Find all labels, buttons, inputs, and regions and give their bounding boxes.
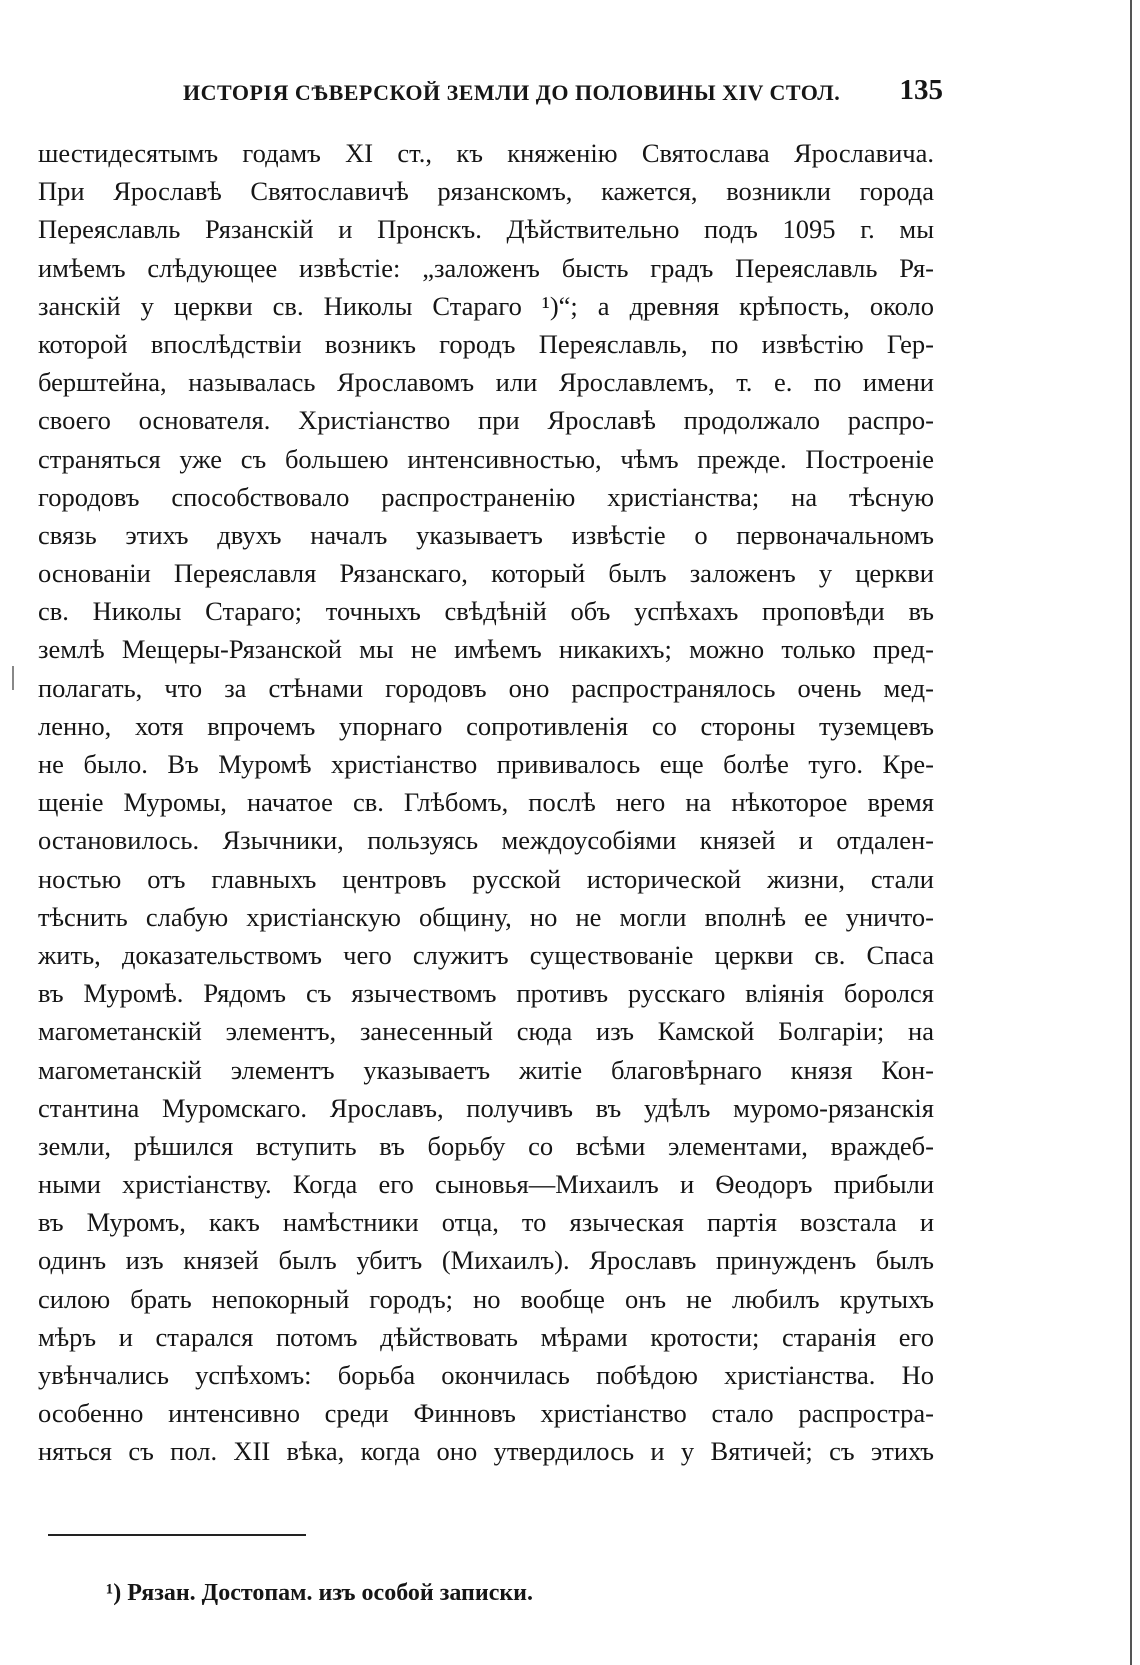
running-title: ИСТОРІЯ СѢВЕРСКОЙ ЗЕМЛИ ДО ПОЛОВИНЫ XIV СТОЛ.	[183, 80, 841, 105]
text-line: городовъ способствовало распространенію христіанства; на тѣсную	[38, 481, 934, 512]
text-line: особенно интенсивно среди Финновъ христіанство стало распростра-	[38, 1398, 934, 1429]
text-line: земли, рѣшился вступить въ борьбу со всѣми элементами, враждеб-	[38, 1130, 934, 1161]
text-line: которой впослѣдствіи возникъ городъ Переяславль, по извѣстію Гер-	[38, 328, 934, 359]
text-line: жить, доказательствомъ чего служитъ существованіе церкви св. Спаса	[38, 939, 934, 970]
text-line: остановилось. Язычники, пользуясь междоусобіями князей и отдален-	[38, 825, 934, 856]
text-line: связь этихъ двухъ началъ указываетъ извѣстіе о первоначальномъ	[38, 519, 934, 550]
text-line: св. Николы Стараго; точныхъ свѣдѣній объ успѣхахъ проповѣди въ	[38, 596, 934, 627]
text-line: имѣемъ слѣдующее извѣстіе: „заложенъ бысть градъ Переяславль Ря-	[38, 252, 934, 283]
text-line: своего основателя. Христіанство при Ярославѣ продолжало распро-	[38, 405, 934, 436]
text-line: ленно, хотя впрочемъ упорнаго сопротивленія со стороны туземцевъ	[38, 710, 934, 741]
text-line: одинъ изъ князей былъ убитъ (Михаилъ). Ярославъ принужденъ былъ	[38, 1245, 934, 1276]
footnote: ¹) Рязан. Достопам. изъ особой записки.	[106, 1580, 534, 1606]
footnote-rule	[48, 1534, 306, 1536]
scan-edge-line	[1130, 0, 1132, 1665]
margin-mark	[12, 666, 14, 690]
page-number: 135	[899, 74, 943, 106]
text-line: магометанскій элементъ указываетъ житіе благовѣрнаго князя Кон-	[38, 1054, 934, 1085]
text-line: страняться уже съ большею интенсивностью, чѣмъ прежде. Построеніе	[38, 443, 934, 474]
text-line: увѣнчались успѣхомъ: борьба окончилась побѣдою христіанства. Но	[38, 1360, 934, 1390]
text-line: берштейна, называлась Ярославомъ или Ярославлемъ, т. е. по имени	[38, 367, 934, 398]
text-line: шестидесятымъ годамъ XI ст., къ княженію Святослава Ярославича.	[38, 138, 934, 168]
text-line: ными христіанству. Когда его сыновья—Михаилъ и Ѳеодоръ прибыли	[38, 1169, 934, 1200]
text-line: При Ярославѣ Святославичѣ рязанскомъ, кажется, возникли города	[38, 176, 934, 207]
text-line: Переяславль Рязанскій и Пронскъ. Дѣйствительно подъ 1095 г. мы	[38, 214, 934, 245]
text-line: въ Муромѣ. Рядомъ съ язычествомъ противъ русскаго вліянія боролся	[38, 978, 934, 1009]
text-line: стантина Муромскаго. Ярославъ, получивъ въ удѣлъ муромо-рязанскія	[38, 1092, 934, 1123]
text-line: въ Муромъ, какъ намѣстники отца, то языческая партія возстала и	[38, 1207, 934, 1238]
text-line: землѣ Мещеры-Рязанской мы не имѣемъ никакихъ; можно только пред-	[38, 634, 934, 665]
text-line: силою брать непокорный городъ; но вообще онъ не любилъ крутыхъ	[38, 1283, 934, 1314]
text-line: магометанскій элементъ, занесенный сюда изъ Камской Болгаріи; на	[38, 1016, 934, 1047]
text-line: щеніе Муромы, начатое св. Глѣбомъ, послѣ него на нѣкоторое время	[38, 787, 934, 818]
text-line: не было. Въ Муромѣ христіанство прививалось еще болѣе туго. Кре-	[38, 749, 934, 779]
text-line: тѣснить слабую христіанскую общину, но не могли вполнѣ ее уничто-	[38, 901, 934, 932]
running-header	[183, 74, 943, 114]
text-line: мѣръ и старался потомъ дѣйствовать мѣрами кротости; старанія его	[38, 1321, 934, 1352]
text-line: занскій у церкви св. Николы Стараго ¹)“; а древняя крѣпость, около	[38, 290, 934, 321]
text-line: ностью отъ главныхъ центровъ русской исторической жизни, стали	[38, 863, 934, 894]
text-line: основаніи Переяславля Рязанскаго, который былъ заложенъ у церкви	[38, 558, 934, 589]
text-line: няться съ пол. XII вѣка, когда оно утвердилось и у Вятичей; съ этихъ	[38, 1436, 934, 1467]
body-text	[38, 134, 934, 1471]
text-line: полагать, что за стѣнами городовъ оно распространялось очень мед-	[38, 672, 934, 703]
